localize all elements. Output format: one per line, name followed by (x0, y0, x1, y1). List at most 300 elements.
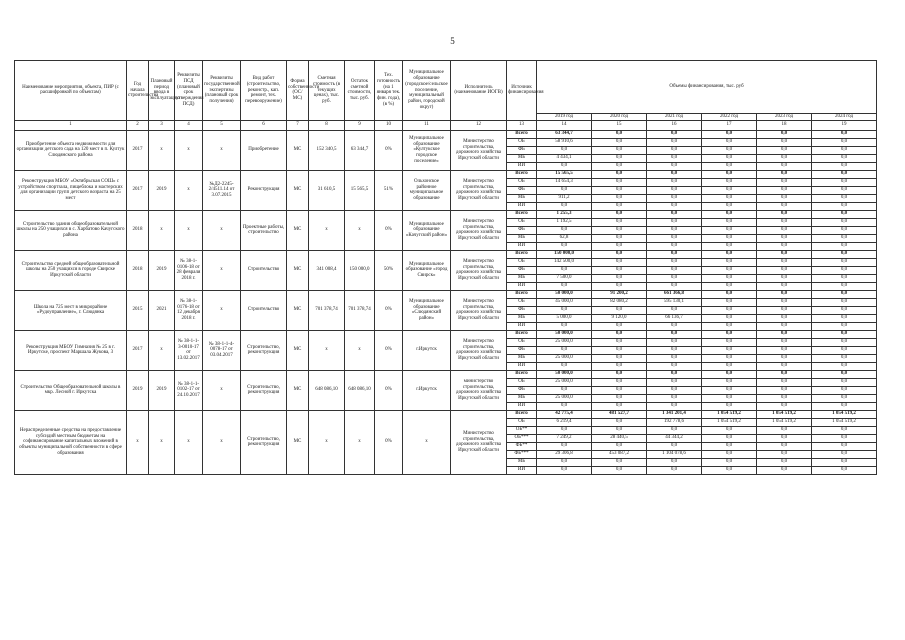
funding-source: Всего (507, 170, 537, 178)
column-number: 19 (812, 120, 877, 130)
funding-source: Всего (507, 290, 537, 298)
start-year: 2017 (127, 330, 149, 370)
funding-value: 0,0 (592, 186, 647, 194)
funding-value: 0,0 (812, 258, 877, 266)
remaining-cost: х (345, 330, 375, 370)
funding-value: 0,0 (812, 338, 877, 346)
funding-source: ФБ** (507, 442, 537, 450)
funding-value: 0,0 (757, 386, 812, 394)
funding-value: 0,0 (757, 162, 812, 170)
funding-value: 0,0 (702, 202, 757, 210)
funding-value: 1 054 519,2 (702, 410, 757, 418)
header-year: 2024 год (812, 114, 877, 121)
funding-value: 1 192,5 (537, 218, 592, 226)
funding-value: 0,0 (812, 186, 877, 194)
funding-value: 0,0 (592, 274, 647, 282)
column-number: 4 (175, 120, 203, 130)
funding-source: ФБ (507, 386, 537, 394)
funding-value: 0,0 (592, 146, 647, 154)
funding-value: 15 565,5 (537, 170, 592, 178)
funding-value: 0,0 (702, 170, 757, 178)
funding-source: ИИ (507, 362, 537, 370)
funding-source: Всего (507, 370, 537, 378)
readiness: 0% (375, 290, 403, 330)
ownership: МС (287, 250, 309, 290)
funding-source: ФБ (507, 306, 537, 314)
funding-value: 0,0 (592, 226, 647, 234)
funding-value: 0,0 (757, 178, 812, 186)
funding-value: 0,0 (647, 202, 702, 210)
funding-value: 0,0 (702, 234, 757, 242)
funding-value: 0,0 (647, 170, 702, 178)
funding-value: 0,0 (592, 330, 647, 338)
funding-source: ОБ (507, 178, 537, 186)
funding-value: 192 778,6 (647, 418, 702, 426)
funding-value: 0,0 (812, 154, 877, 162)
remaining-cost: 701 378,74 (345, 290, 375, 330)
municipality: х (403, 410, 451, 474)
header-psd: Реквизиты ПСД (плановый срок утверждения ПСД) (175, 61, 203, 121)
executor: Министерство строительства, дорожного хозяйства Иркутской области (451, 410, 507, 474)
funding-value: 0,0 (812, 362, 877, 370)
funding-value: 0,0 (812, 378, 877, 386)
work-type: Строительство (241, 290, 287, 330)
executor: Министерство строительства, дорожного хозяйства Иркутской области (451, 290, 507, 330)
funding-value: 0,0 (702, 194, 757, 202)
remaining-cost: х (345, 210, 375, 250)
funding-value: 0,0 (647, 306, 702, 314)
funding-value: 0,0 (647, 386, 702, 394)
funding-source: Всего (507, 250, 537, 258)
header-work-type: Вид работ (строительство, реконстр., кап. ремонт, тех. перевооружение) (241, 61, 287, 121)
funding-source: ОБ (507, 378, 537, 386)
header-year: 2019 год (537, 114, 592, 121)
funding-value: 0,0 (592, 250, 647, 258)
funding-value: 0,0 (812, 298, 877, 306)
funding-value: 50 000,0 (537, 290, 592, 298)
funding-source: ИИ (507, 242, 537, 250)
funding-value: 0,0 (592, 346, 647, 354)
funding-value: 0,0 (702, 434, 757, 442)
funding-value: 0,0 (647, 138, 702, 146)
expertise-details: №Д2-2245-2/4511.14 от 3.07.2015 (203, 170, 241, 210)
funding-source: МБ (507, 154, 537, 162)
expertise-details: х (203, 250, 241, 290)
column-number: 11 (403, 120, 451, 130)
start-year: 2017 (127, 130, 149, 170)
funding-value: 0,0 (702, 394, 757, 402)
funding-value: 0,0 (592, 402, 647, 410)
funding-value: 0,0 (592, 362, 647, 370)
funding-value: 0,0 (537, 202, 592, 210)
funding-value: 9 120,0 (592, 314, 647, 322)
object-name: Приобретение объекта недвижимости для организации детского сада на 120 мест в п. Култук Слюдянского района (15, 130, 127, 170)
executor: министерство строительства, дорожного хозяйства Иркутской области (451, 370, 507, 410)
funding-value: 0,0 (757, 402, 812, 410)
executor: Министерство строительства, дорожного хозяйства Иркутской области (451, 170, 507, 210)
funding-value: 0,0 (757, 154, 812, 162)
expertise-details: х (203, 370, 241, 410)
funding-value: 0,0 (592, 466, 647, 474)
funding-value: 0,0 (702, 378, 757, 386)
funding-value: 5 000,0 (537, 314, 592, 322)
column-number: 14 (537, 120, 592, 130)
start-year: 2018 (127, 250, 149, 290)
object-name: Реконструкция МБОУ «Октябрьская СОШ» с устройством спортзала, пищеблока и мастерских для организации групп детского возраста на 25 мест (15, 170, 127, 210)
funding-value: 44 344,2 (647, 434, 702, 442)
funding-value: 0,0 (592, 170, 647, 178)
funding-value: 0,0 (812, 138, 877, 146)
funding-value: 0,0 (592, 426, 647, 434)
header-commission: Плановый период ввода в эксплуатацию (149, 61, 175, 121)
funding-value: 0,0 (592, 338, 647, 346)
funding-value: 0,0 (812, 434, 877, 442)
funding-value: 0,0 (647, 378, 702, 386)
funding-value: 0,0 (812, 402, 877, 410)
header-start-year: Год начала строительства (127, 61, 149, 121)
header-municipality: Муниципальное образование (городское/сельское поселение, муниципальный район, городской округ) (403, 61, 451, 121)
commission-period: х (149, 130, 175, 170)
funding-value: 0,0 (702, 386, 757, 394)
funding-value: 0,0 (812, 266, 877, 274)
funding-value: 0,0 (757, 314, 812, 322)
funding-value: 0,0 (757, 218, 812, 226)
funding-source: ФБ (507, 266, 537, 274)
funding-value: 1 255,3 (537, 210, 592, 218)
commission-period: 2021 (149, 290, 175, 330)
expertise-details: х (203, 410, 241, 474)
object-name: Строительство здания общеобразовательной школы на 250 учащихся в с. Харбатово Качугского района (15, 210, 127, 250)
funding-value: 0,0 (702, 162, 757, 170)
funding-row (15, 170, 877, 178)
funding-value: 0,0 (702, 354, 757, 362)
funding-value: 0,0 (757, 434, 812, 442)
funding-value: 0,0 (537, 242, 592, 250)
funding-value: 0,0 (702, 314, 757, 322)
funding-value: 0,0 (702, 330, 757, 338)
column-number: 8 (309, 120, 345, 130)
funding-value: 0,0 (812, 426, 877, 434)
funding-source: МБ (507, 394, 537, 402)
funding-value: 0,0 (812, 170, 877, 178)
readiness: 0% (375, 130, 403, 170)
header-ownership: Форма собственности (ОС/МС) (287, 61, 309, 121)
ownership: МС (287, 130, 309, 170)
funding-source: ФБ (507, 146, 537, 154)
funding-value: 0,0 (647, 346, 702, 354)
estimated-cost: 701 378,74 (309, 290, 345, 330)
expertise-details: х (203, 130, 241, 170)
work-type: Строительство, реконструкция (241, 370, 287, 410)
object-name: Нераспределенные средства на предоставление субсидий местным бюджетам на софинансирование капитальных вложений в объекты муниципальной собственности в сфере образования (15, 410, 127, 474)
funding-value: 0,0 (702, 250, 757, 258)
funding-value: 0,0 (812, 450, 877, 458)
column-number: 3 (149, 120, 175, 130)
commission-period: 2019 (149, 370, 175, 410)
funding-value: 25 000,0 (537, 338, 592, 346)
psd-details: х (175, 130, 203, 170)
funding-value: 7 500,0 (537, 274, 592, 282)
work-type: Реконструкция (241, 170, 287, 210)
commission-period: 2019 (149, 250, 175, 290)
funding-value: 0,0 (647, 162, 702, 170)
funding-value: 0,0 (757, 194, 812, 202)
funding-source: МБ (507, 354, 537, 362)
funding-value: 0,0 (812, 458, 877, 466)
funding-value: 0,0 (757, 458, 812, 466)
psd-details: № 38-1-1-0102-17 от 24.10.2017 (175, 370, 203, 410)
funding-row (15, 370, 877, 378)
funding-value: 0,0 (757, 226, 812, 234)
column-number: 15 (592, 120, 647, 130)
funding-value: 0,0 (702, 154, 757, 162)
funding-value: 0,0 (757, 258, 812, 266)
funding-value: 0,0 (812, 386, 877, 394)
funding-row (15, 330, 877, 338)
funding-source: Всего (507, 410, 537, 418)
start-year: 2017 (127, 170, 149, 210)
remaining-cost: 150 000,0 (345, 250, 375, 290)
funding-value: 0,0 (647, 282, 702, 290)
funding-source: МБ (507, 194, 537, 202)
page-number: 5 (450, 36, 455, 46)
funding-value: 0,0 (757, 186, 812, 194)
work-type: Строительство (241, 250, 287, 290)
funding-value: 58 910,6 (537, 138, 592, 146)
funding-value: 0,0 (592, 266, 647, 274)
funding-value: 0,0 (757, 362, 812, 370)
funding-value: 0,0 (702, 274, 757, 282)
funding-value: 0,0 (537, 322, 592, 330)
funding-value: 0,0 (592, 306, 647, 314)
funding-value: 0,0 (757, 338, 812, 346)
funding-value: 0,0 (702, 130, 757, 138)
funding-value: 453 087,2 (592, 450, 647, 458)
funding-value: 0,0 (812, 202, 877, 210)
funding-value: 0,0 (592, 418, 647, 426)
funding-value: 0,0 (702, 346, 757, 354)
funding-value: 0,0 (702, 226, 757, 234)
funding-value: 0,0 (647, 234, 702, 242)
ownership: МС (287, 210, 309, 250)
funding-value: 1 054 519,2 (702, 418, 757, 426)
funding-value: 4 434,1 (537, 154, 592, 162)
funding-value: 0,0 (647, 322, 702, 330)
psd-details: № 38-1-0106-18 от 28 февраля 2018 г. (175, 250, 203, 290)
funding-value: 50 000,0 (537, 330, 592, 338)
funding-value: 0,0 (537, 362, 592, 370)
funding-value: 0,0 (647, 338, 702, 346)
funding-value: 0,0 (647, 186, 702, 194)
estimated-cost: 152 340,5 (309, 130, 345, 170)
funding-value: 0,0 (592, 370, 647, 378)
funding-value: 0,0 (647, 442, 702, 450)
funding-value: 0,0 (702, 402, 757, 410)
funding-value: 0,0 (812, 306, 877, 314)
funding-row (15, 250, 877, 258)
work-type: Приобретение (241, 130, 287, 170)
funding-value: 0,0 (647, 426, 702, 434)
funding-value: 0,0 (757, 378, 812, 386)
funding-value: 0,0 (702, 138, 757, 146)
funding-value: 29 306,8 (537, 450, 592, 458)
funding-value: 0,0 (647, 130, 702, 138)
readiness: 0% (375, 330, 403, 370)
funding-value: 0,0 (757, 266, 812, 274)
funding-value: 0,0 (647, 258, 702, 266)
funding-value: 0,0 (647, 394, 702, 402)
funding-source: ИИ (507, 162, 537, 170)
funding-value: 661 366,8 (647, 290, 702, 298)
ownership: МС (287, 170, 309, 210)
header-source: Источник финансирования (507, 61, 537, 121)
funding-value: 0,0 (812, 162, 877, 170)
readiness: 50% (375, 250, 403, 290)
funding-value: 0,0 (537, 146, 592, 154)
funding-value: 0,0 (647, 458, 702, 466)
funding-source: Всего (507, 210, 537, 218)
funding-value: 14 654,3 (537, 178, 592, 186)
commission-period: 2019 (149, 170, 175, 210)
municipality: Муниципальное образование «Качугский район» (403, 210, 451, 250)
funding-value: 595 130,1 (647, 298, 702, 306)
funding-value: 0,0 (647, 250, 702, 258)
funding-value: 0,0 (702, 426, 757, 434)
header-executor: Исполнитель (наименование ИОГВ) (451, 61, 507, 121)
funding-value: 1 054 519,2 (812, 418, 877, 426)
municipality: г.Иркутск (403, 370, 451, 410)
funding-value: 0,0 (812, 354, 877, 362)
funding-value: 0,0 (812, 226, 877, 234)
funding-value: 0,0 (757, 426, 812, 434)
funding-value: 91 200,2 (592, 290, 647, 298)
column-number: 2 (127, 120, 149, 130)
funding-source: ОБ (507, 298, 537, 306)
executor: Министерство строительства, дорожного хозяйства Иркутской области (451, 250, 507, 290)
funding-value: 0,0 (592, 138, 647, 146)
funding-value: 0,0 (537, 458, 592, 466)
column-number: 7 (287, 120, 309, 130)
funding-value: 1 341 201,4 (647, 410, 702, 418)
funding-value: 0,0 (647, 402, 702, 410)
funding-value: 0,0 (592, 218, 647, 226)
funding-value: 0,0 (537, 426, 592, 434)
funding-value: 0,0 (592, 322, 647, 330)
funding-value: 0,0 (702, 146, 757, 154)
funding-value: 0,0 (592, 162, 647, 170)
psd-details: х (175, 170, 203, 210)
funding-value: 0,0 (757, 298, 812, 306)
work-type: Строительство, реконструкция (241, 410, 287, 474)
funding-value: 0,0 (757, 330, 812, 338)
readiness: 0% (375, 210, 403, 250)
funding-value: 0,0 (537, 282, 592, 290)
funding-value: 0,0 (757, 370, 812, 378)
estimated-cost: х (309, 410, 345, 474)
funding-value: 0,0 (592, 282, 647, 290)
funding-value: 0,0 (812, 394, 877, 402)
expertise-details: х (203, 210, 241, 250)
column-number: 17 (702, 120, 757, 130)
funding-value: 0,0 (757, 146, 812, 154)
funding-value: 0,0 (592, 154, 647, 162)
funding-value: 0,0 (702, 338, 757, 346)
start-year: 2015 (127, 290, 149, 330)
funding-value: 82 080,2 (592, 298, 647, 306)
funding-value: 0,0 (592, 394, 647, 402)
column-number: 10 (375, 120, 403, 130)
ownership: МС (287, 370, 309, 410)
commission-period: х (149, 210, 175, 250)
object-name: Строительство средней общеобразовательной школы на 250 учащихся в городе Свирске Иркутской области (15, 250, 127, 290)
header-funding: Объемы финансирования, тыс. руб (537, 61, 877, 114)
municipality: Ольхонское районное муниципальное образование (403, 170, 451, 210)
funding-value: 28 440,5 (592, 434, 647, 442)
funding-value: 45 000,0 (537, 298, 592, 306)
funding-value: 0,0 (757, 346, 812, 354)
funding-value: 0,0 (757, 202, 812, 210)
remaining-cost: 63 344,7 (345, 130, 375, 170)
funding-value: 0,0 (812, 242, 877, 250)
header-expertise: Реквизиты государственной экспертизы (плановый срок получения) (203, 61, 241, 121)
header-year: 2020 год (592, 114, 647, 121)
municipality: Муниципальное образование «Слюдянский район» (403, 290, 451, 330)
funding-value: 0,0 (647, 354, 702, 362)
expertise-details: х (203, 290, 241, 330)
funding-source: ИИ (507, 402, 537, 410)
column-numbers-row (15, 120, 877, 130)
municipality: Муниципальное образование «город Свирск» (403, 250, 451, 290)
funding-value: 0,0 (757, 442, 812, 450)
funding-value: 481 527,7 (592, 410, 647, 418)
estimated-cost: 648 086,10 (309, 370, 345, 410)
readiness: 0% (375, 410, 403, 474)
funding-value: 0,0 (537, 442, 592, 450)
funding-source: МБ (507, 234, 537, 242)
funding-value: 0,0 (592, 354, 647, 362)
funding-value: 25 000,0 (537, 394, 592, 402)
funding-value: 0,0 (647, 370, 702, 378)
funding-source: МБ (507, 314, 537, 322)
column-number: 12 (451, 120, 507, 130)
remaining-cost: 15 565,5 (345, 170, 375, 210)
funding-value: 0,0 (647, 466, 702, 474)
funding-value: 0,0 (757, 322, 812, 330)
funding-value: 1 054 519,2 (812, 410, 877, 418)
funding-value: 0,0 (812, 466, 877, 474)
executor: Министерство строительства, дорожного хозяйства Иркутской области (451, 330, 507, 370)
municipality: Муниципальное образование «Култукское городское поселение» (403, 130, 451, 170)
estimated-cost: 31 610,5 (309, 170, 345, 210)
funding-value: 0,0 (757, 170, 812, 178)
funding-value: 0,0 (592, 210, 647, 218)
funding-value: 0,0 (647, 218, 702, 226)
funding-value: 0,0 (702, 362, 757, 370)
funding-value: 0,0 (812, 282, 877, 290)
funding-source: ИИ (507, 466, 537, 474)
funding-value: 1 054 519,2 (757, 410, 812, 418)
funding-value: 0,0 (592, 242, 647, 250)
funding-value: 0,0 (757, 242, 812, 250)
readiness: 0% (375, 370, 403, 410)
funding-value: 0,0 (592, 178, 647, 186)
funding-value: 911,2 (537, 194, 592, 202)
funding-value: 0,0 (702, 178, 757, 186)
funding-value: 0,0 (702, 242, 757, 250)
header-rest: Остаток сметной стоимости, тыс. руб. (345, 61, 375, 121)
funding-value: 0,0 (592, 130, 647, 138)
funding-value: 0,0 (592, 258, 647, 266)
